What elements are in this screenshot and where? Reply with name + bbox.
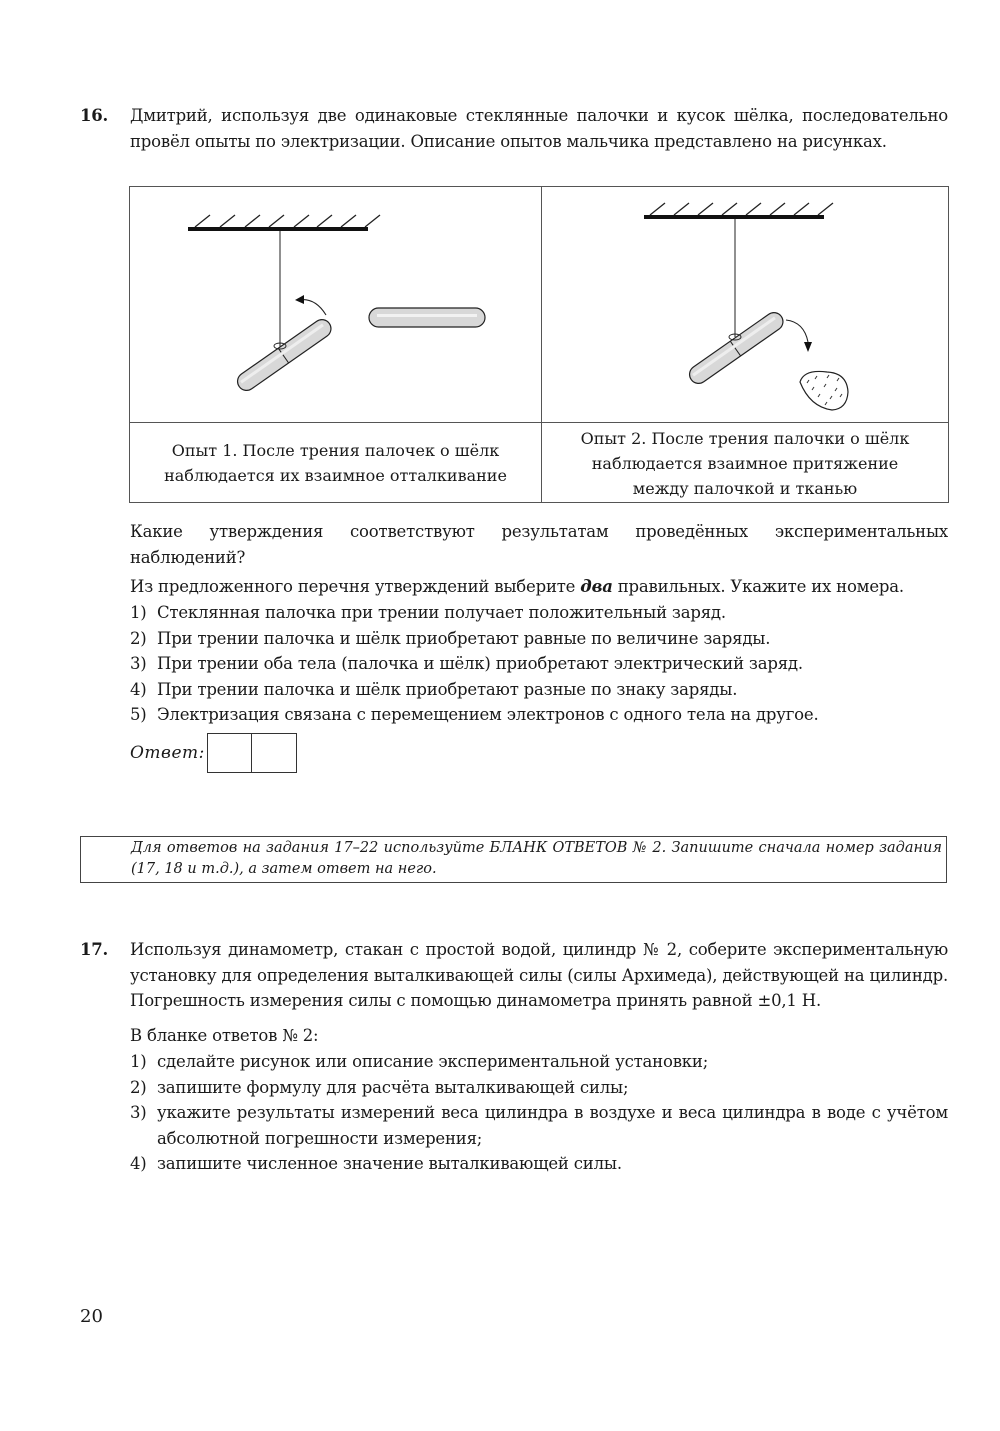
- option-number: 3): [130, 654, 147, 673]
- hanging-rod-icon: [686, 309, 786, 387]
- step-item: [130, 1049, 948, 1075]
- answer-form-notice: [80, 836, 947, 883]
- instruction-suffix: правильных. Укажите их номера.: [612, 577, 904, 596]
- experiment-2-figure: [542, 187, 948, 422]
- step-number: 4): [130, 1154, 147, 1173]
- option-text: Стеклянная палочка при трении получает положительный заряд.: [157, 603, 726, 622]
- option-number: 2): [130, 628, 147, 648]
- ceiling-hatch-icon: [195, 215, 380, 227]
- free-rod-icon: [369, 308, 485, 327]
- experiment-2-caption: Опыт 2. После трения палочки о шёлк наблюдается взаимное притяжение между палочкой и тканью: [580, 428, 910, 498]
- step-text: сделайте рисунок или описание экспериментальной установки;: [157, 1052, 709, 1071]
- experiment-1-caption: Опыт 1. После трения палочек о шёлк наблюдается их взаимное отталкивание: [164, 441, 507, 485]
- task-17-steps: [130, 1049, 948, 1177]
- experiment-1-figure: [130, 187, 541, 422]
- step-text: запишите численное значение выталкивающей силы.: [157, 1154, 622, 1173]
- step-item: [130, 1100, 948, 1151]
- option-text: При трении оба тела (палочка и шёлк) приобретают электрический заряд.: [157, 654, 803, 673]
- option-item: [130, 600, 948, 626]
- option-item: [130, 626, 948, 652]
- instruction-prefix: Из предложенного перечня утверждений выберите: [130, 577, 581, 596]
- option-number: 1): [130, 603, 147, 622]
- option-number: 4): [130, 679, 147, 699]
- experiment-figure-table: [129, 186, 949, 503]
- instruction-emphasis: два: [580, 577, 613, 596]
- step-item: [130, 1075, 948, 1101]
- step-item: [130, 1151, 948, 1177]
- ceiling-bar: [644, 215, 824, 219]
- option-item: [130, 702, 948, 728]
- silk-cloth-icon: [800, 371, 848, 410]
- option-item: [130, 677, 948, 703]
- step-number: 3): [130, 1103, 147, 1122]
- task-16-instruction: [130, 574, 948, 600]
- task-17-number: 17.: [80, 940, 109, 959]
- step-number: 2): [130, 1077, 147, 1097]
- answer-label: Ответ:: [130, 743, 205, 763]
- ceiling-hatch-icon: [650, 203, 833, 215]
- answer-field: [130, 733, 297, 773]
- step-text: укажите результаты измерений веса цилиндра в воздухе и веса цилиндра в воде с учётом абсолютной погрешности измерения;: [157, 1103, 948, 1148]
- notice-text: Для ответов на задания 17–22 используйте БЛАНК ОТВЕТОВ № 2. Запишите сначала номер задания (17, 18 и т.д.), а затем ответ на него.: [131, 840, 942, 877]
- page-number: 20: [80, 1306, 103, 1327]
- hanging-rods-icon: [234, 316, 334, 394]
- answer-cell-1[interactable]: [207, 733, 252, 773]
- step-text: запишите формулу для расчёта выталкивающей силы;: [157, 1077, 629, 1097]
- task-16-number: 16.: [80, 106, 109, 125]
- attraction-arrow-icon: [786, 320, 808, 342]
- option-item: [130, 651, 948, 677]
- task-17-intro: Используя динамометр, стакан с простой водой, цилиндр № 2, соберите экспериментальную установку для определения выталкивающей силы (силы Архимеда), действующей на цилиндр. Погрешность измерения силы с помощью динамометра принять равной ±0,1 Н.: [130, 940, 948, 1010]
- option-number: 5): [130, 705, 147, 724]
- option-text: При трении палочка и шёлк приобретают разные по знаку заряды.: [157, 679, 738, 699]
- step-number: 1): [130, 1052, 147, 1071]
- option-text: Электризация связана с перемещением электронов с одного тела на другое.: [157, 705, 819, 724]
- task-16-intro: Дмитрий, используя две одинаковые стеклянные палочки и кусок шёлка, последовательно провёл опыты по электризации. Описание опытов мальчика представлено на рисунках.: [130, 106, 948, 151]
- option-text: При трении палочка и шёлк приобретают равные по величине заряды.: [157, 628, 771, 648]
- answer-cell-2[interactable]: [252, 733, 297, 773]
- task-16-question: Какие утверждения соответствуют результатам проведённых экспериментальных наблюдений?: [130, 522, 948, 567]
- ceiling-bar: [188, 227, 368, 231]
- task-17-subheading: В бланке ответов № 2:: [130, 1026, 319, 1045]
- task-16-options: [130, 600, 948, 728]
